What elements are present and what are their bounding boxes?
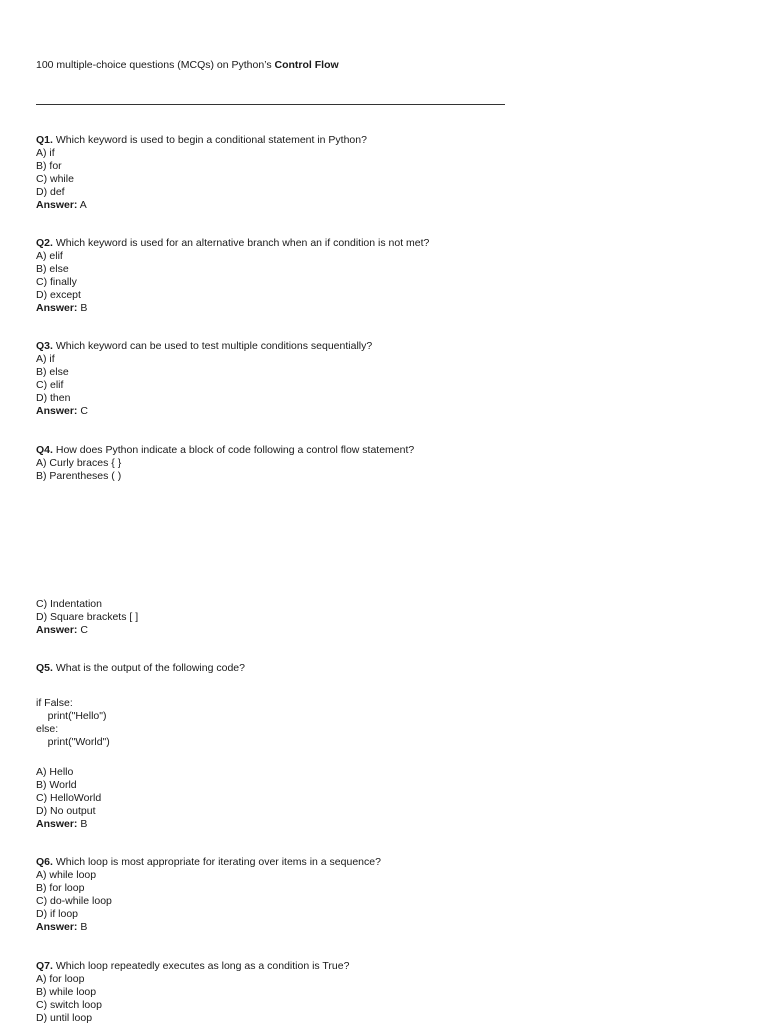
answer-value: A	[77, 199, 87, 211]
code-line: if False:	[36, 697, 73, 709]
option: B) for loop	[36, 882, 85, 894]
question-1	[36, 134, 367, 212]
option: B) else	[36, 366, 69, 378]
title-bold: Control Flow	[274, 59, 339, 71]
question-number: Q4.	[36, 444, 53, 456]
question-number: Q1.	[36, 134, 53, 146]
option: A) Hello	[36, 766, 74, 778]
option: D) No output	[36, 805, 96, 817]
code-line: else:	[36, 723, 59, 735]
answer-label: Answer:	[36, 921, 78, 933]
horizontal-rule	[36, 104, 505, 105]
question-number: Q2.	[36, 237, 53, 249]
answer-label: Answer:	[36, 199, 78, 211]
question-4-continued	[36, 598, 138, 637]
answer-value: C	[77, 405, 88, 417]
answer-value: B	[77, 921, 88, 933]
question-text: Which loop is most appropriate for iterating over items in a sequence?	[52, 856, 381, 868]
option: D) Square brackets [ ]	[36, 611, 139, 623]
option: A) if	[36, 353, 55, 365]
option: C) HelloWorld	[36, 792, 102, 804]
question-number: Q7.	[36, 960, 53, 972]
question-text: How does Python indicate a block of code following a control flow statement?	[52, 444, 415, 456]
question-3	[36, 340, 372, 418]
question-number: Q5.	[36, 662, 53, 674]
code-line: print("Hello")	[36, 710, 107, 722]
option: A) for loop	[36, 973, 85, 985]
option: C) switch loop	[36, 999, 102, 1011]
option: D) except	[36, 289, 81, 301]
option: B) Parentheses ( )	[36, 470, 122, 482]
document-title	[36, 59, 339, 72]
question-6	[36, 856, 381, 934]
option: B) World	[36, 779, 77, 791]
answer-value: B	[77, 818, 88, 830]
option: A) if	[36, 147, 55, 159]
question-5-options	[36, 766, 101, 831]
question-7	[36, 960, 349, 1025]
option: D) if loop	[36, 908, 79, 920]
option: A) Curly braces { }	[36, 457, 122, 469]
option: A) while loop	[36, 869, 97, 881]
option: B) else	[36, 263, 69, 275]
option: D) def	[36, 186, 65, 198]
question-text: Which keyword is used to begin a conditional statement in Python?	[52, 134, 367, 146]
answer-value: C	[77, 624, 88, 636]
code-block	[36, 697, 110, 749]
option: B) while loop	[36, 986, 97, 998]
option: B) for	[36, 160, 62, 172]
answer-label: Answer:	[36, 624, 78, 636]
question-4	[36, 444, 414, 483]
option: C) Indentation	[36, 598, 102, 610]
question-number: Q3.	[36, 340, 53, 352]
title-prefix: 100 multiple-choice questions (MCQs) on Python’s	[36, 59, 275, 71]
option: C) elif	[36, 379, 64, 391]
question-text: Which keyword is used for an alternative branch when an if condition is not met?	[52, 237, 430, 249]
option: C) finally	[36, 276, 77, 288]
question-2	[36, 237, 429, 315]
answer-label: Answer:	[36, 302, 78, 314]
question-text: Which keyword can be used to test multiple conditions sequentially?	[52, 340, 373, 352]
code-line: print("World")	[36, 736, 110, 748]
question-text: Which loop repeatedly executes as long as a condition is True?	[52, 960, 350, 972]
question-text: What is the output of the following code?	[52, 662, 245, 674]
answer-label: Answer:	[36, 405, 78, 417]
option: C) while	[36, 173, 74, 185]
question-number: Q6.	[36, 856, 53, 868]
option: C) do-while loop	[36, 895, 112, 907]
question-5	[36, 662, 245, 675]
answer-value: B	[77, 302, 88, 314]
answer-label: Answer:	[36, 818, 78, 830]
option: D) then	[36, 392, 71, 404]
option: A) elif	[36, 250, 63, 262]
option: D) until loop	[36, 1012, 93, 1024]
